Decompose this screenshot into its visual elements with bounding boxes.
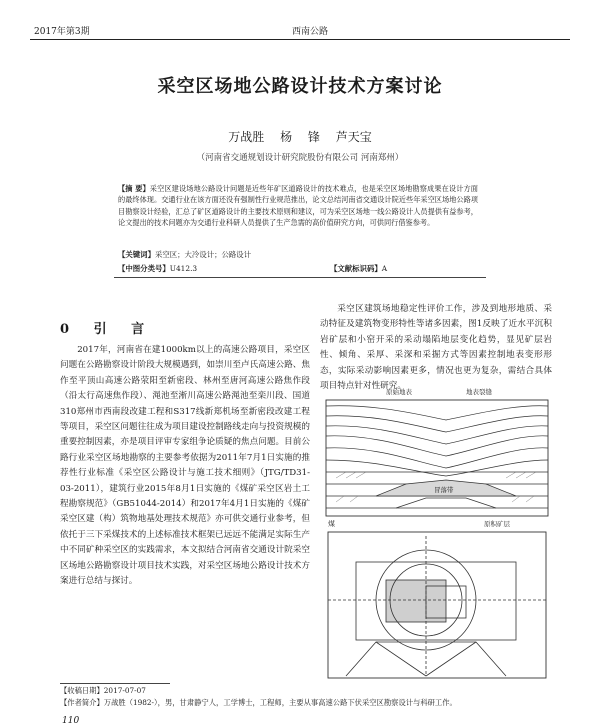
- author-affiliation: （河南省交通规划设计研究院股份有限公司 河南郑州）: [196, 153, 404, 163]
- classification-number: [118, 263, 197, 274]
- abstract-divider: [114, 277, 486, 278]
- figure-label-mined-layer: 原积矿层: [484, 520, 510, 528]
- stability-paragraph: 采空区建筑场地稳定性评价工作，涉及到地形地质、采动特征及建筑物变形特性等诸多因素，图1反映了近水平沉积岩矿层和小窑开采的采动塌陷地层变化趋势，显见矿层岩性、倾角、采厚、采深和采掘方式等因素控制地表变形形态，实际采动影响因素更多，情况也更为复杂，需结合具体项目特点针对性研究。: [320, 304, 552, 392]
- section-number: 0: [60, 322, 80, 337]
- section-title: 引 言: [93, 322, 155, 337]
- issue-label: 2017年第3期: [34, 27, 90, 37]
- influence-zone-diagram: [328, 532, 546, 678]
- abstract-label: 【摘 要】: [118, 184, 150, 193]
- class-label: 【中图分类号】: [118, 264, 170, 273]
- intro-paragraph: 2017年，河南省在建1000km以上的高速公路项目，采空区问题在公路勘察设计阶段大规模遇到，如崇川至卢氏高速公路、焦作至平顶山高速公路荥阳至新密段、林州至唐河高速公路焦作段（沿太行高速焦作段）、渑池至淅川高速公路渑池至栾川段、国道310郑州市西南段改建工程和S317线新郑机场至新密段改建工程等项目，采空区问题往往成为项目建设控制路线走向与投资规模的重要控制因素，亦是项目评审专家组争论质疑的焦点问题。目前公路行业采空区场地勘察的主要参考依据为2011年7月1日实施的推荐性行业标准《采空区公路设计与施工技术细则》（JTG/TD31-03-2011），建筑行业2015年8月1日实施的《煤矿采空区岩土工程勘察规范》（GB51044-2014）和2017年4月1日实施的《煤矿采空区建（构）筑物地基处理技术规范》亦可供交通行业参考，但依托于三下采煤技术的上述标准技术框架已远远不能满足实际生产中不同矿种采空区的实践需求，本文拟结合河南省交通设计院采空区场地公路勘察设计项目技术实践，对采空区场地公路设计技术方案进行总结与探讨。: [60, 345, 310, 587]
- document-code: [330, 263, 387, 274]
- subsidence-figure-svg: [316, 380, 556, 680]
- journal-name: 西南公路: [292, 27, 329, 37]
- left-column: [60, 343, 310, 590]
- figure-label-coal: 煤: [328, 520, 335, 528]
- footnote-divider: [60, 683, 170, 684]
- figure-label-original-surface: 原始地表: [386, 388, 412, 396]
- keywords: [118, 249, 251, 260]
- page-number: 110: [62, 716, 80, 726]
- received-date: 【收稿日期】2017-07-07: [60, 686, 146, 695]
- running-header: [30, 22, 570, 38]
- article-authors: 万战胜 杨 锋 芦天宝: [228, 130, 372, 144]
- abstract-text: 采空区建设场地公路设计问题是近些年矿区道路设计的技术难点，也是采空区场地勘察成果在设计方面的最终体现。交通行业在该方面还没有强制性行业规范推出，论文总结河南省交通设计院近些年采空区场地公路项目勘察设计经验，汇总了矿区道路设计的主要技术原则和建议，可为采空区场地一线公路设计人员提供有益参考，论文提出的技术问题亦为交通行业科研人员提供了生产急需的高价值研究方向，可供同行借鉴参考。: [118, 184, 478, 228]
- figure-1-subsidence-diagram: [316, 380, 556, 680]
- author-bio: 【作者简介】万战胜（1982-），男，甘肃静宁人，工学博士，工程师，主要从事高速公路下伏采空区勘察设计与科研工作。: [60, 698, 457, 707]
- doc-label: 【文献标识码】: [330, 264, 382, 273]
- keywords-label: 【关键词】: [118, 250, 155, 259]
- doc-value: A: [381, 264, 388, 273]
- article-title: 采空区场地公路设计技术方案讨论: [157, 76, 443, 97]
- strata-cross-section: [326, 400, 548, 516]
- keywords-text: 采空区；大冷设计；公路设计: [154, 250, 252, 259]
- header-divider: [30, 39, 570, 40]
- figure-label-surface-crack: 地表裂缝: [466, 388, 492, 396]
- figure-label-caving-zone: 冒落带: [434, 486, 454, 494]
- abstract: [118, 183, 478, 229]
- class-value: U412.3: [169, 264, 198, 273]
- section-heading: [60, 318, 154, 337]
